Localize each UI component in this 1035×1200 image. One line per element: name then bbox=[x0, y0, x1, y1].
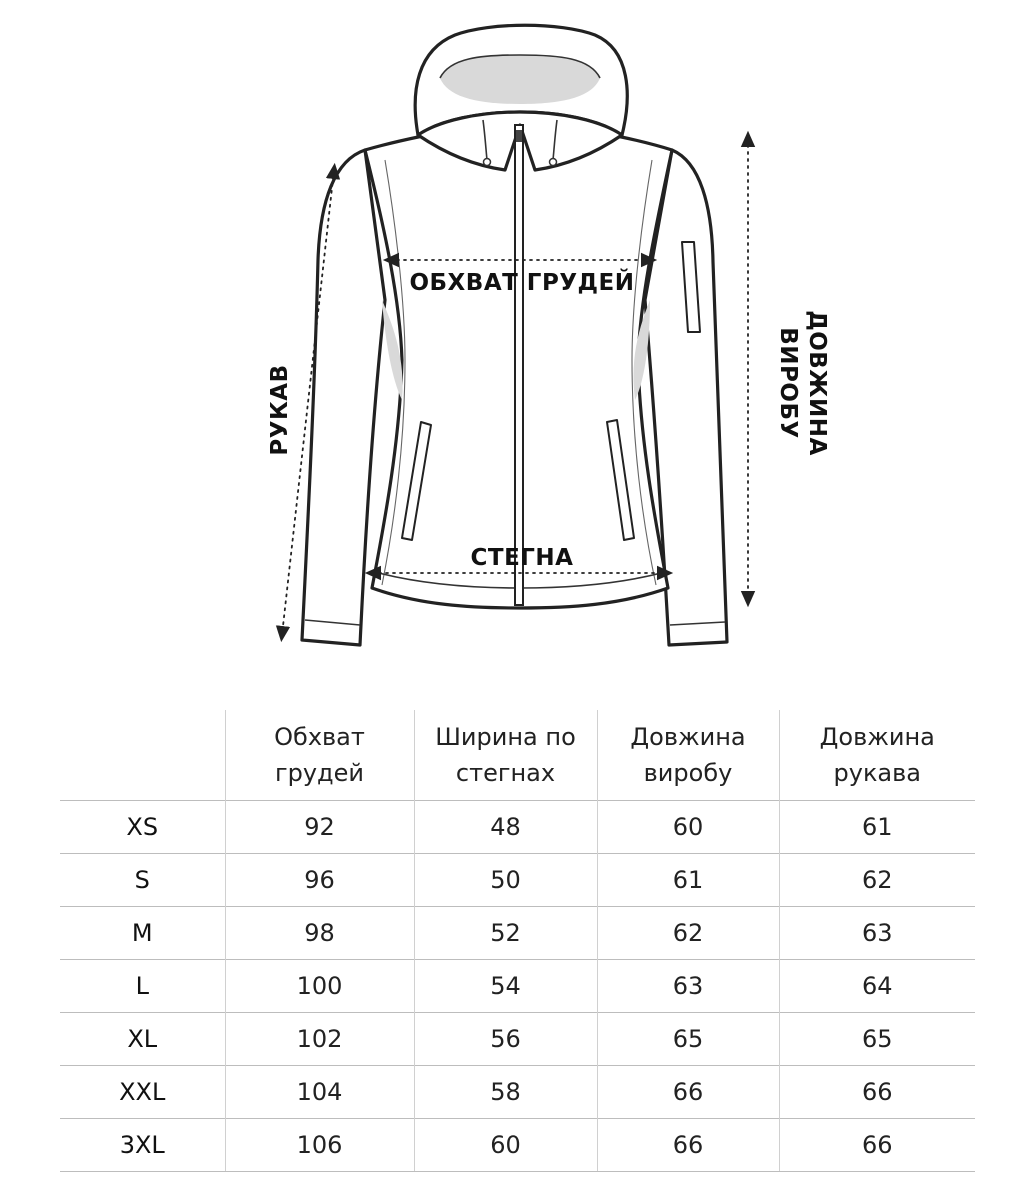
hips-cell: 60 bbox=[414, 1119, 597, 1172]
header-text: Обхват bbox=[274, 723, 365, 751]
table-row bbox=[60, 1119, 975, 1172]
hips-cell: 48 bbox=[414, 801, 597, 854]
header-hips bbox=[414, 710, 597, 801]
hips-cell: 58 bbox=[414, 1066, 597, 1119]
size-cell: 3XL bbox=[60, 1119, 225, 1172]
length-cell: 66 bbox=[597, 1066, 779, 1119]
length-dimension bbox=[748, 138, 830, 600]
length-cell: 62 bbox=[597, 907, 779, 960]
table-row bbox=[60, 1013, 975, 1066]
length-label-line1: ДОВЖИНА bbox=[804, 310, 830, 456]
header-chest bbox=[225, 710, 414, 801]
chest-cell: 92 bbox=[225, 801, 414, 854]
table-header-row bbox=[60, 710, 975, 801]
chest-cell: 104 bbox=[225, 1066, 414, 1119]
size-chart-table bbox=[60, 710, 975, 1172]
header-text: виробу bbox=[643, 759, 733, 787]
length-cell: 66 bbox=[597, 1119, 779, 1172]
hips-cell: 56 bbox=[414, 1013, 597, 1066]
size-cell: XS bbox=[60, 801, 225, 854]
sleeve-cell: 63 bbox=[779, 907, 975, 960]
length-cell: 63 bbox=[597, 960, 779, 1013]
chest-cell: 98 bbox=[225, 907, 414, 960]
header-size bbox=[60, 710, 225, 801]
sleeve-cell: 62 bbox=[779, 854, 975, 907]
size-cell: L bbox=[60, 960, 225, 1013]
chest-label: ОБХВАТ ГРУДЕЙ bbox=[409, 270, 635, 296]
table-row bbox=[60, 907, 975, 960]
size-cell: XL bbox=[60, 1013, 225, 1066]
header-sleeve bbox=[779, 710, 975, 801]
chest-cell: 106 bbox=[225, 1119, 414, 1172]
length-label-line2: ВИРОБУ bbox=[775, 327, 801, 439]
table-row bbox=[60, 1066, 975, 1119]
chest-cell: 96 bbox=[225, 854, 414, 907]
header-text: грудей bbox=[274, 759, 364, 787]
chest-cell: 102 bbox=[225, 1013, 414, 1066]
hips-cell: 50 bbox=[414, 854, 597, 907]
header-text: стегнах bbox=[455, 759, 556, 787]
length-cell: 60 bbox=[597, 801, 779, 854]
size-cell: M bbox=[60, 907, 225, 960]
size-cell: XXL bbox=[60, 1066, 225, 1119]
header-text: Ширина по bbox=[435, 723, 576, 751]
sleeve-cell: 65 bbox=[779, 1013, 975, 1066]
header-text: Довжина bbox=[630, 723, 746, 751]
table-row bbox=[60, 801, 975, 854]
sleeve-label: РУКАВ bbox=[267, 364, 293, 456]
length-cell: 61 bbox=[597, 854, 779, 907]
table-row bbox=[60, 960, 975, 1013]
header-length bbox=[597, 710, 779, 801]
table-row bbox=[60, 854, 975, 907]
chest-cell: 100 bbox=[225, 960, 414, 1013]
hips-cell: 54 bbox=[414, 960, 597, 1013]
sleeve-cell: 61 bbox=[779, 801, 975, 854]
sleeve-cell: 66 bbox=[779, 1119, 975, 1172]
sleeve-cell: 64 bbox=[779, 960, 975, 1013]
hips-label: СТЕГНА bbox=[470, 545, 574, 571]
header-text: Довжина bbox=[819, 723, 935, 751]
header-text: рукава bbox=[833, 759, 921, 787]
size-cell: S bbox=[60, 854, 225, 907]
sleeve-cell: 66 bbox=[779, 1066, 975, 1119]
length-cell: 65 bbox=[597, 1013, 779, 1066]
hips-cell: 52 bbox=[414, 907, 597, 960]
